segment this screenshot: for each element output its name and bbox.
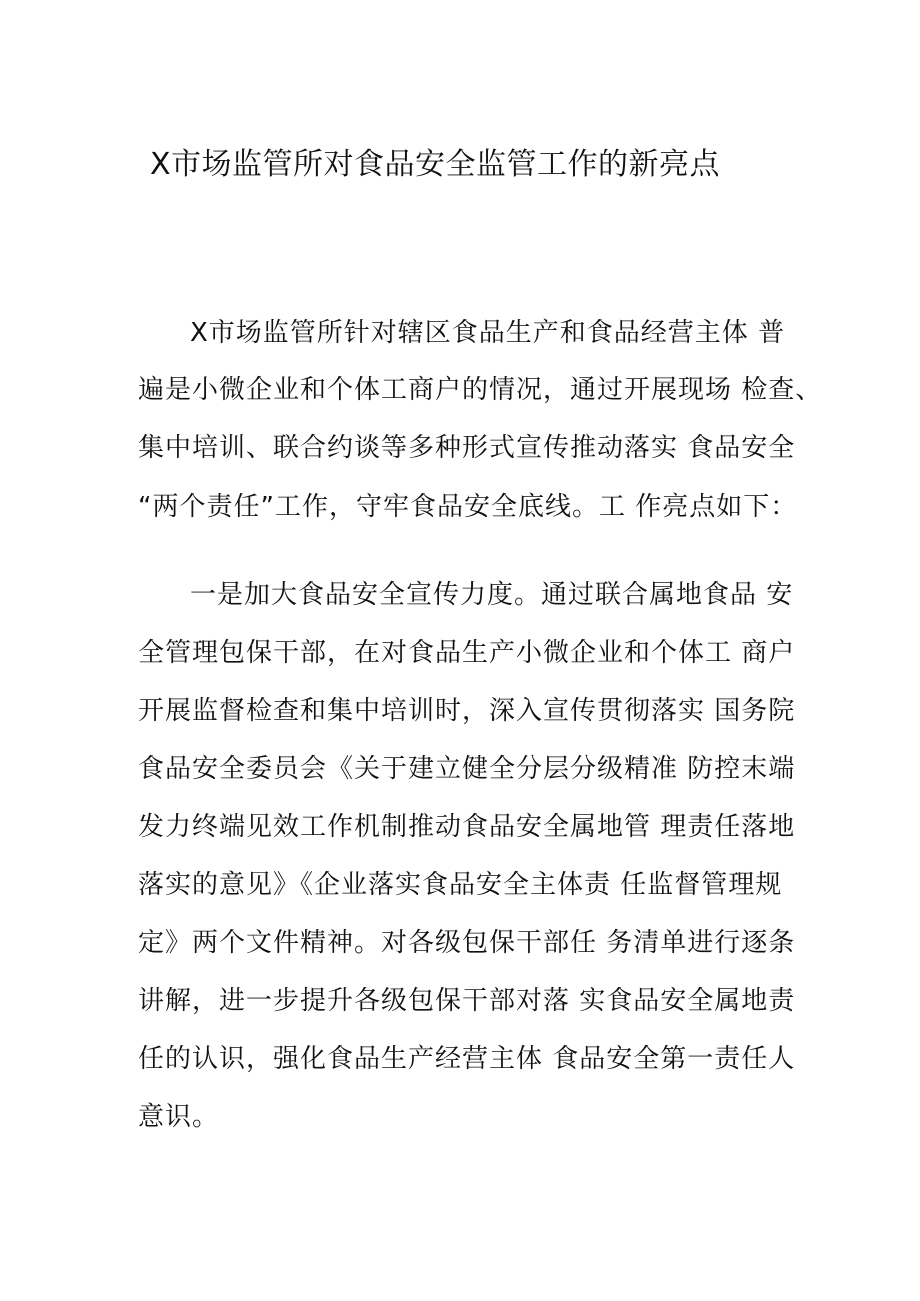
paragraph-1-line-1: X市场监管所针对辖区食品生产和食品经营主体 普 <box>190 318 786 348</box>
paragraph-2-line-7: 定》两个文件精神。对各级包保干部任 务清单进行逐条 <box>138 928 796 958</box>
paragraph-2-line-10: 意识。 <box>138 1102 220 1132</box>
paragraph-2-line-6: 落实的意见》《企业落实食品安全主体责 任监督管理规 <box>138 870 783 900</box>
paragraph-2-line-4: 食品安全委员会《关于建立健全分层分级精准 防控末端 <box>138 754 796 784</box>
document-title: X市场监管所对食品安全监管工作的新亮点 <box>150 147 721 182</box>
paragraph-2-line-1: 一是加大食品安全宣传力度。通过联合属地食品 安 <box>190 580 794 610</box>
paragraph-2-line-3: 开展监督检查和集中培训时，深入宣传贯彻落实 国务院 <box>138 696 796 726</box>
paragraph-1-line-3: 集中培训、联合约谈等多种形式宣传推动落实 食品安全 <box>138 433 796 463</box>
paragraph-2-line-5: 发力终端见效工作机制推动食品安全属地管 理责任落地 <box>138 812 796 842</box>
paragraph-1-line-2: 遍是小微企业和个体工商户的情况，通过开展现场 检查、 <box>138 375 823 405</box>
paragraph-2-line-8: 讲解，进一步提升各级包保干部对落 实食品安全属地责 <box>138 986 796 1016</box>
paragraph-2-line-9: 任的认识，强化食品生产经营主体 食品安全第一责任人 <box>138 1044 796 1074</box>
paragraph-2-line-2: 全管理包保干部，在对食品生产小微企业和个体工 商户 <box>138 638 796 668</box>
paragraph-1-line-4: “两个责任”工作，守牢食品安全底线。工 作亮点如下： <box>138 492 798 522</box>
